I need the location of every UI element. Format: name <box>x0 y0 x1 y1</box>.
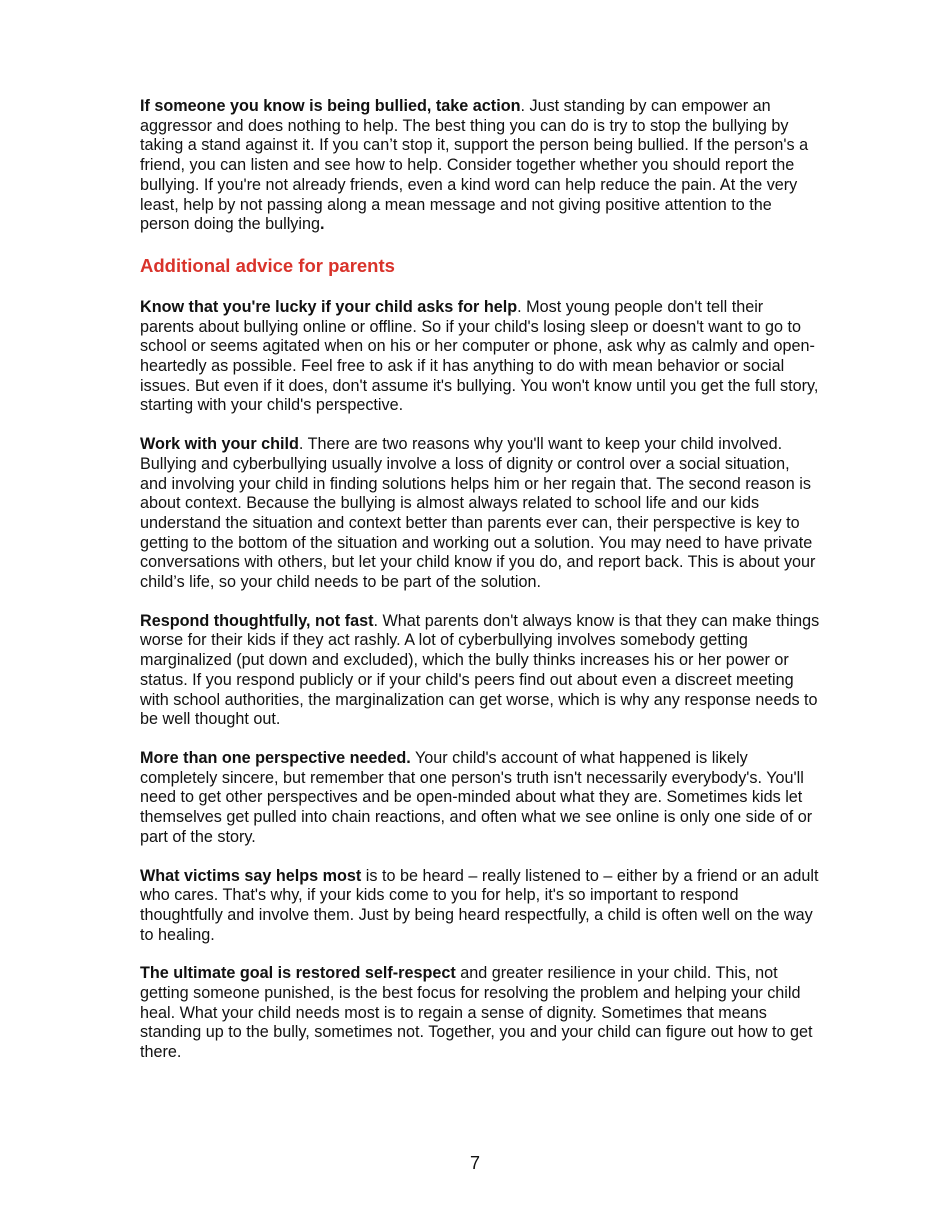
paragraph-body: is to be heard – really listened to – either by a friend or an adult who cares. That's why, if your kids come to you for help, it's so important to respond thoughtfully and involve them. Just by being heard respectfully, a child is often well on the way to healing. <box>140 866 819 944</box>
paragraph-body: . Most young people don't tell their parents about bullying online or offline. So if your child's losing sleep or doesn't want to go to school or seems agitated when on his or her computer or phone, ask why as calmly and open-heartedly as possible. Feel free to ask if it has anything to do with mean behavior or social issues. But even if it does, don't assume it's bullying. You won't know until you get the full story, starting with your child's perspective. <box>140 297 819 415</box>
paragraph-lead: What victims say helps most <box>140 866 362 885</box>
paragraph-body: and greater resilience in your child. This, not getting someone punished, is the best focus for resolving the problem and helping your child heal. What your child needs most is to regain a sense of dignity. Sometimes that means standing up to the bully, sometimes not. Together, you and your child can figure out how to get there. <box>140 964 813 1062</box>
paragraph-respond-thoughtfully <box>140 612 820 730</box>
paragraph-more-perspectives <box>140 749 820 848</box>
paragraph-lead: Respond thoughtfully, not fast <box>140 611 374 630</box>
paragraph-what-victims-say <box>140 867 820 946</box>
paragraph-work-with-child <box>140 435 820 593</box>
paragraph-body: . What parents don't always know is that they can make things worse for their kids if they act rashly. A lot of cyberbullying involves somebody getting marginalized (put down and excluded), which the bully thinks increases his or her power or status. If you respond publicly or if your child's peers find out about even a discreet meeting with school authorities, the marginalization can get worse, which is why any response needs to be well thought out. <box>140 611 820 729</box>
intro-lead: If someone you know is being bullied, take action <box>140 97 521 115</box>
paragraph-body: . There are two reasons why you'll want to keep your child involved. Bullying and cyberbullying usually involve a loss of dignity or control over a social situation, and involving your child in finding solutions helps him or her regain that. The second reason is about context. Because the bullying is almost always related to school life and our kids understand the situation and context better than parents ever can, their perspective is key to getting to the bottom of the situation and working out a solution. You may need to have private conversations with others, but let your child know if you do, and report back. This is about your child’s life, so your child needs to be part of the solution. <box>140 435 816 592</box>
intro-body: . Just standing by can empower an aggressor and does nothing to help. The best thing you can do is try to stop the bullying by taking a stand against it. If you can’t stop it, support the person being bullied. If the person's a friend, you can listen and see how to help. Consider together whether you should report the bullying. If you're not already friends, even a kind word can help reduce the pain. At the very least, help by not passing along a mean message and not giving positive attention to the person doing the bullying <box>140 97 809 234</box>
paragraph-lead: The ultimate goal is restored self-respect <box>140 964 456 983</box>
document-page <box>140 97 820 1082</box>
section-heading: Additional advice for parents <box>140 254 395 276</box>
paragraph-body: Your child's account of what happened is likely completely sincere, but remember that one person's truth isn't necessarily everybody's. You'll need to get other perspectives and be open-minded about what they are. Sometimes kids let themselves get pulled into chain reactions, and often what we see online is only one side of or part of the story. <box>140 748 813 846</box>
paragraph-ultimate-goal <box>140 964 820 1063</box>
paragraph-lead: Know that you're lucky if your child asks for help <box>140 297 518 316</box>
intro-paragraph <box>140 97 820 235</box>
paragraph-lucky-child <box>140 298 820 416</box>
paragraph-lead: Work with your child <box>140 435 299 454</box>
paragraph-lead: More than one perspective needed. <box>140 748 411 767</box>
intro-tail: . <box>320 215 325 234</box>
page-number: 7 <box>469 1153 480 1173</box>
